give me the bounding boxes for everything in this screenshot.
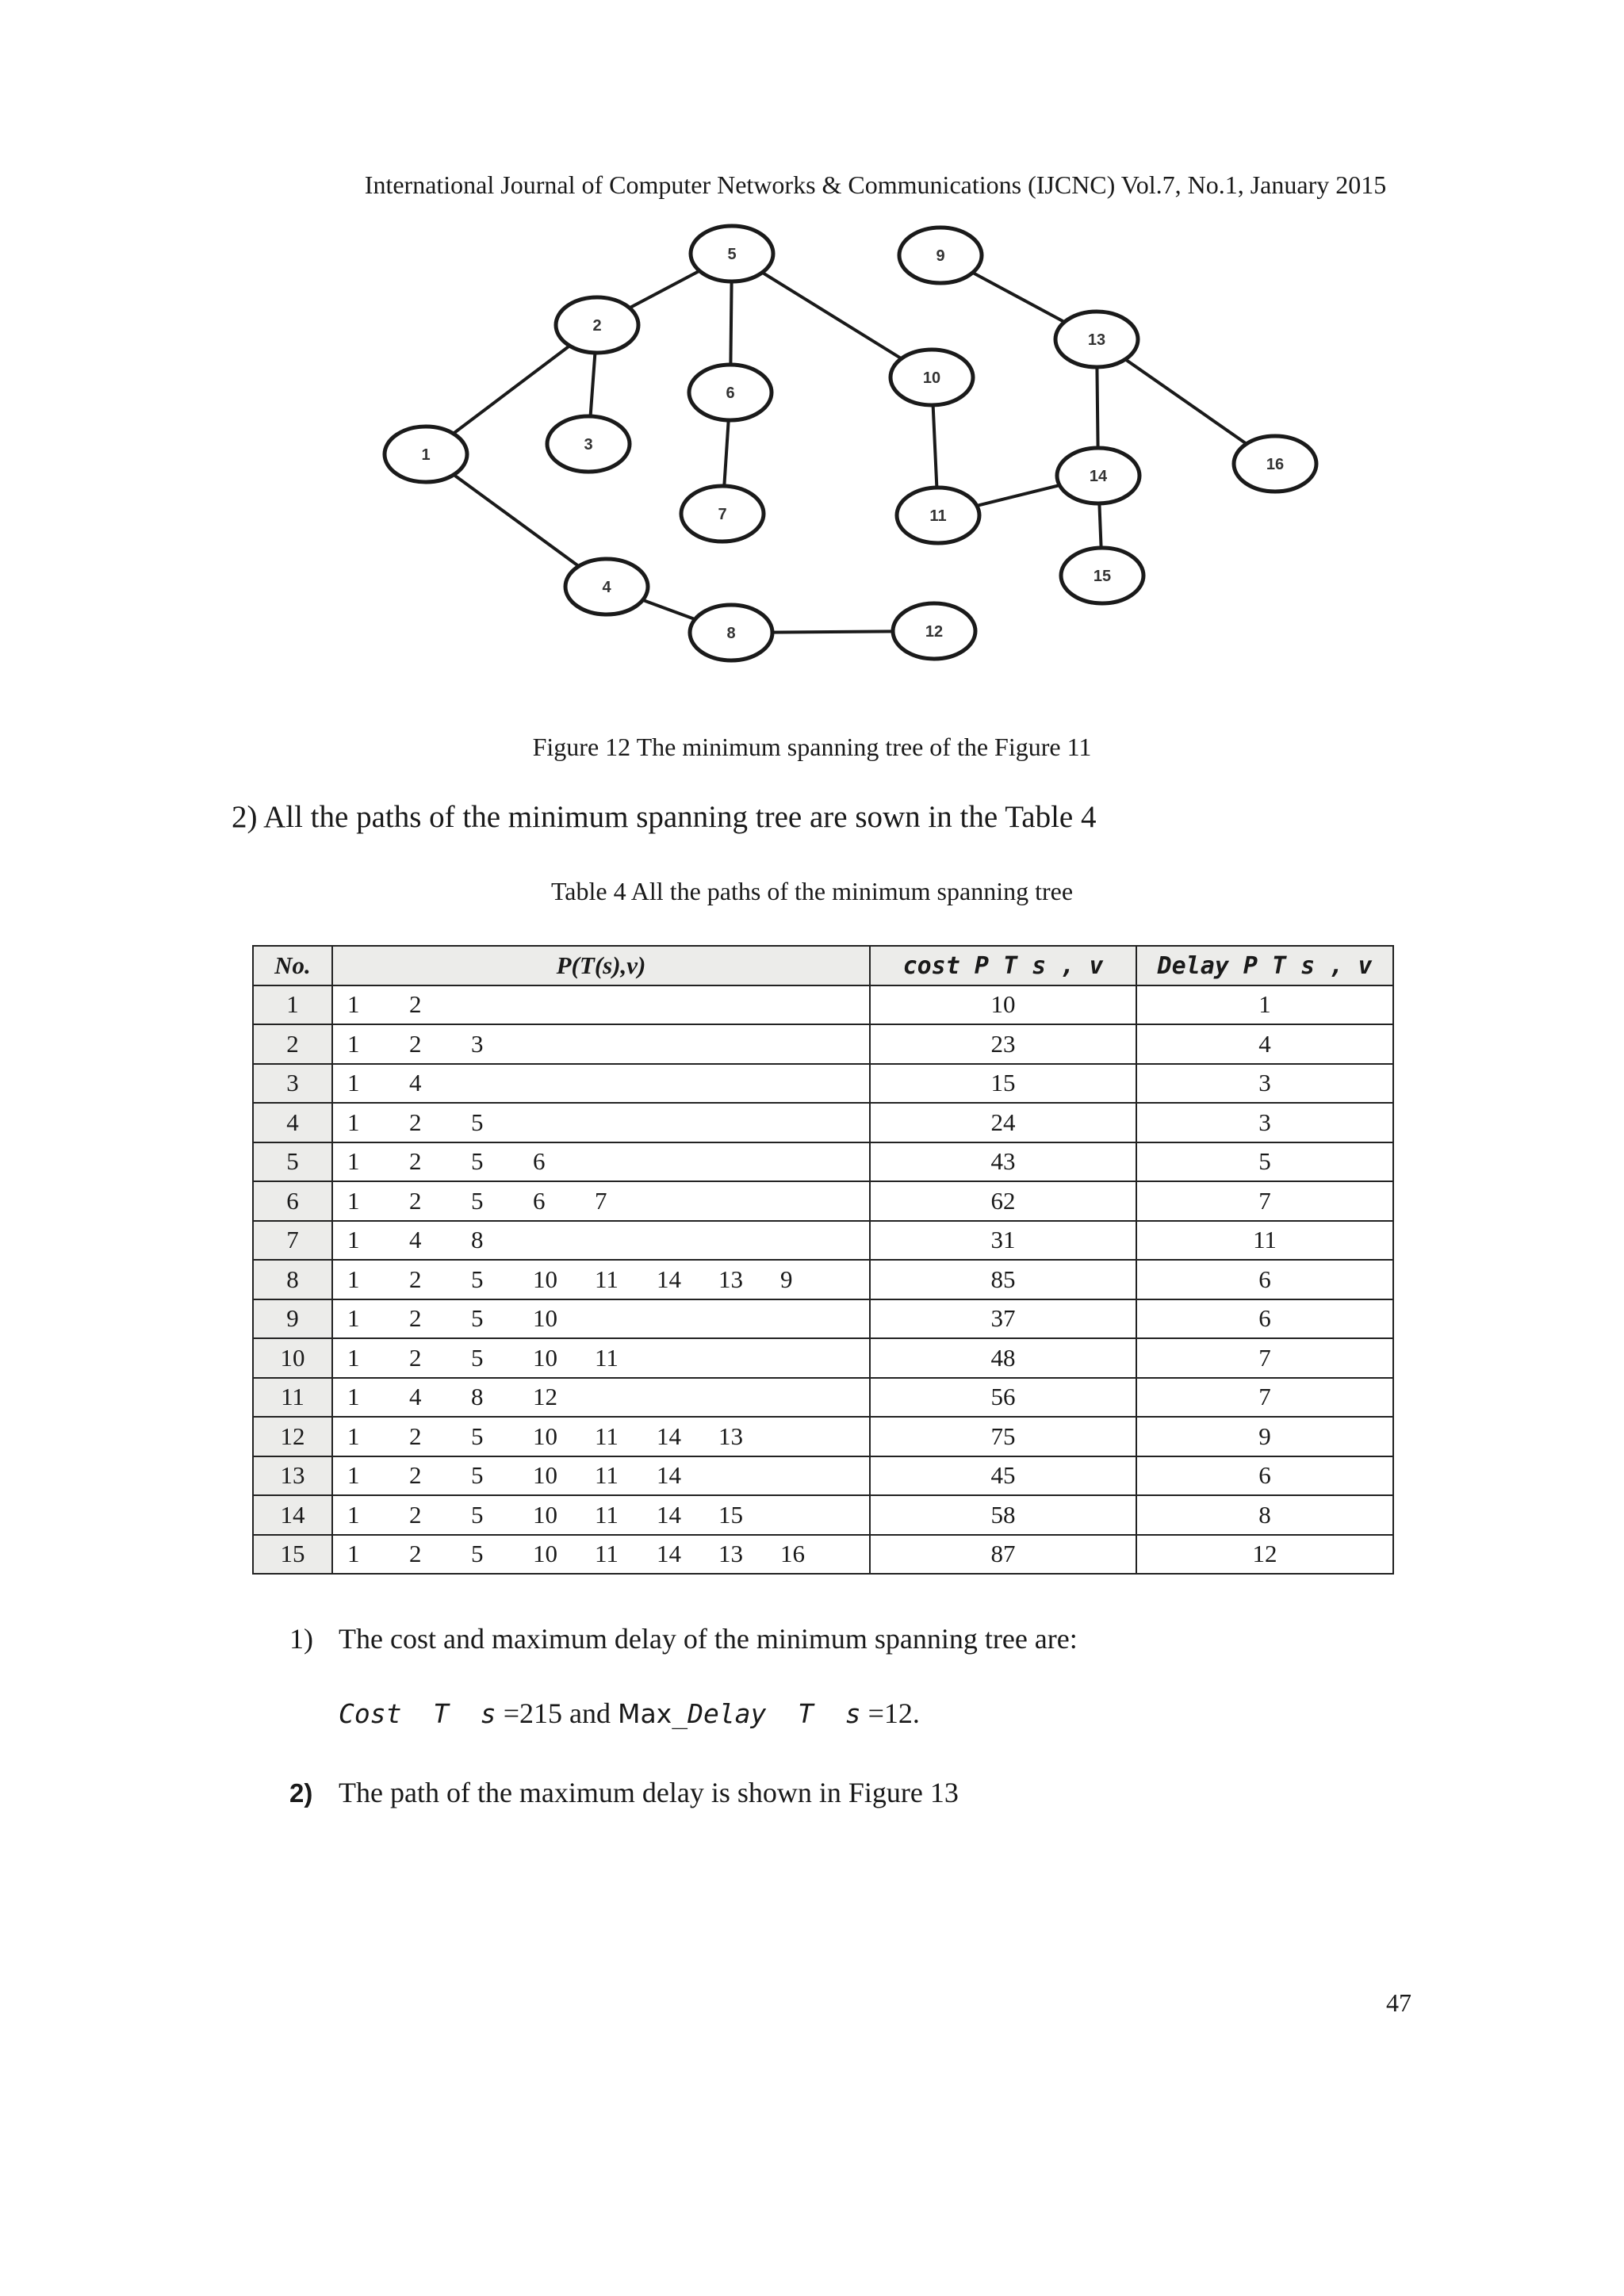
path-node: 15	[718, 1500, 743, 1529]
table-row	[253, 1260, 1393, 1299]
node-16	[1234, 436, 1316, 492]
path-node: 1	[347, 1108, 360, 1136]
row-path	[332, 1299, 870, 1339]
row-no: 8	[253, 1260, 332, 1299]
path-node: 12	[533, 1383, 557, 1411]
path-node: 14	[657, 1540, 681, 1568]
node-2	[556, 297, 638, 353]
row-cost: 45	[870, 1456, 1136, 1496]
path-node: 5	[471, 1108, 484, 1136]
node-7	[681, 486, 764, 541]
paths-table	[252, 945, 1394, 1575]
table-row	[253, 1417, 1393, 1456]
formula-max: Max	[617, 1698, 672, 1729]
path-node: 7	[595, 1186, 607, 1215]
row-path	[332, 1221, 870, 1261]
path-node: 10	[533, 1422, 557, 1450]
path-node: 5	[471, 1500, 484, 1529]
path-node: 10	[533, 1265, 557, 1293]
row-no: 6	[253, 1181, 332, 1221]
node-label: 11	[929, 507, 947, 525]
table-caption: Table 4 All the paths of the minimum spanning tree	[550, 877, 1074, 905]
node-label: 14	[1089, 468, 1108, 485]
path-node: 10	[533, 1500, 557, 1529]
path-node: 1	[347, 1069, 360, 1097]
path-node: 4	[409, 1226, 422, 1254]
table-row	[253, 1221, 1393, 1261]
path-node: 2	[409, 990, 422, 1019]
node-label: 6	[726, 385, 735, 402]
row-no: 10	[253, 1338, 332, 1378]
node-12	[893, 603, 975, 659]
path-node: 1	[347, 1147, 360, 1176]
formula-line	[339, 1697, 920, 1730]
table-row	[253, 1024, 1393, 1064]
header-cost	[870, 946, 1136, 985]
path-node: 10	[533, 1304, 557, 1333]
path-node: 11	[595, 1265, 619, 1293]
path-node: 1	[347, 1186, 360, 1215]
path-node: 11	[595, 1461, 619, 1490]
row-no: 4	[253, 1103, 332, 1142]
tree-nodes	[385, 226, 1316, 660]
node-label: 8	[726, 625, 736, 642]
table-row	[253, 1103, 1393, 1142]
node-11	[897, 488, 979, 543]
figure-caption: Figure 12 The minimum spanning tree of the Figure 11	[532, 733, 1092, 761]
table-row	[253, 1142, 1393, 1182]
path-node: 14	[657, 1265, 681, 1293]
header-path: P(T(s),v)	[332, 946, 870, 985]
row-path	[332, 1495, 870, 1535]
path-node: 5	[471, 1304, 484, 1333]
path-node: 5	[471, 1186, 484, 1215]
row-path	[332, 1535, 870, 1575]
row-no: 3	[253, 1064, 332, 1104]
path-node: 2	[409, 1147, 422, 1176]
section-item: 2) All the paths of the minimum spanning tree are sown in the Table 4	[232, 800, 1097, 834]
path-node: 14	[657, 1500, 681, 1529]
path-node: 2	[409, 1029, 422, 1058]
path-node: 2	[409, 1540, 422, 1568]
row-delay: 6	[1136, 1299, 1393, 1339]
header-delay	[1136, 946, 1393, 985]
list-item-2	[289, 1776, 959, 1809]
spanning-tree-figure	[365, 222, 1348, 674]
node-label: 16	[1266, 456, 1285, 473]
row-no: 14	[253, 1495, 332, 1535]
path-node: 11	[595, 1422, 619, 1450]
page-number: 47	[1386, 1988, 1411, 2017]
table-row	[253, 1181, 1393, 1221]
row-cost: 31	[870, 1221, 1136, 1261]
row-delay: 12	[1136, 1535, 1393, 1575]
row-cost: 87	[870, 1535, 1136, 1575]
path-node: 1	[347, 1500, 360, 1529]
node-6	[689, 365, 772, 420]
row-delay: 7	[1136, 1181, 1393, 1221]
node-label: 10	[922, 369, 941, 387]
row-path	[332, 1142, 870, 1182]
path-node: 6	[533, 1186, 546, 1215]
path-node: 14	[657, 1461, 681, 1490]
row-cost: 58	[870, 1495, 1136, 1535]
row-delay: 9	[1136, 1417, 1393, 1456]
path-node: 3	[471, 1029, 484, 1058]
path-node: 4	[409, 1069, 422, 1097]
path-node: 9	[780, 1265, 793, 1293]
row-delay: 3	[1136, 1064, 1393, 1104]
row-cost: 48	[870, 1338, 1136, 1378]
path-node: 1	[347, 1304, 360, 1333]
path-node: 16	[780, 1540, 805, 1568]
path-node: 1	[347, 1265, 360, 1293]
row-path	[332, 1181, 870, 1221]
formula-cost-label: Cost T s	[339, 1698, 496, 1729]
path-node: 11	[595, 1343, 619, 1372]
row-no: 2	[253, 1024, 332, 1064]
row-path	[332, 1024, 870, 1064]
header-no: No.	[253, 946, 332, 985]
table-row	[253, 1064, 1393, 1104]
row-delay: 6	[1136, 1260, 1393, 1299]
row-delay: 1	[1136, 985, 1393, 1025]
path-node: 11	[595, 1500, 619, 1529]
row-cost: 62	[870, 1181, 1136, 1221]
row-cost: 75	[870, 1417, 1136, 1456]
node-label: 13	[1087, 331, 1106, 349]
row-no: 5	[253, 1142, 332, 1182]
path-node: 1	[347, 1226, 360, 1254]
node-10	[891, 350, 973, 405]
table-row	[253, 1378, 1393, 1418]
path-node: 10	[533, 1540, 557, 1568]
node-13	[1055, 312, 1138, 367]
node-label: 4	[602, 579, 611, 596]
path-node: 5	[471, 1265, 484, 1293]
path-node: 10	[533, 1461, 557, 1490]
table-row	[253, 1299, 1393, 1339]
table-row	[253, 985, 1393, 1025]
path-node: 2	[409, 1186, 422, 1215]
row-path	[332, 1064, 870, 1104]
path-node: 2	[409, 1343, 422, 1372]
node-label: 2	[592, 317, 602, 335]
table-row	[253, 1495, 1393, 1535]
row-cost: 23	[870, 1024, 1136, 1064]
row-no: 13	[253, 1456, 332, 1496]
node-4	[565, 559, 648, 614]
row-delay: 7	[1136, 1378, 1393, 1418]
path-node: 2	[409, 1461, 422, 1490]
row-path	[332, 985, 870, 1025]
path-node: 5	[471, 1343, 484, 1372]
header-cost-text: cost P T s , v	[902, 951, 1104, 980]
row-cost: 43	[870, 1142, 1136, 1182]
node-label: 3	[584, 436, 593, 453]
row-delay: 3	[1136, 1103, 1393, 1142]
path-node: 6	[533, 1147, 546, 1176]
row-delay: 4	[1136, 1024, 1393, 1064]
node-label: 7	[718, 506, 727, 523]
row-cost: 85	[870, 1260, 1136, 1299]
list-item-1	[289, 1622, 1078, 1655]
path-node: 4	[409, 1383, 422, 1411]
formula-delay-label: _Delay T s	[672, 1698, 861, 1729]
node-9	[899, 228, 982, 283]
row-path	[332, 1378, 870, 1418]
path-node: 2	[409, 1422, 422, 1450]
list-marker-2: 2)	[289, 1778, 313, 1808]
path-node: 8	[471, 1226, 484, 1254]
table-body	[253, 985, 1393, 1575]
path-node: 5	[471, 1461, 484, 1490]
row-cost: 56	[870, 1378, 1136, 1418]
node-1	[385, 427, 467, 482]
path-node: 2	[409, 1108, 422, 1136]
row-path	[332, 1260, 870, 1299]
header-delay-text: Delay P T s , v	[1157, 951, 1373, 980]
node-label: 12	[925, 623, 944, 641]
path-node: 5	[471, 1147, 484, 1176]
path-node: 5	[471, 1422, 484, 1450]
row-delay: 7	[1136, 1338, 1393, 1378]
node-8	[690, 605, 772, 660]
path-node: 11	[595, 1540, 619, 1568]
row-cost: 15	[870, 1064, 1136, 1104]
row-no: 15	[253, 1535, 332, 1575]
table-row	[253, 1338, 1393, 1378]
path-node: 2	[409, 1304, 422, 1333]
node-label: 9	[936, 247, 945, 265]
row-path	[332, 1103, 870, 1142]
path-node: 10	[533, 1343, 557, 1372]
row-delay: 11	[1136, 1221, 1393, 1261]
row-no: 9	[253, 1299, 332, 1339]
path-node: 14	[657, 1422, 681, 1450]
node-label: 15	[1093, 568, 1112, 585]
path-node: 13	[718, 1540, 743, 1568]
node-15	[1061, 548, 1143, 603]
node-5	[691, 226, 773, 281]
row-delay: 5	[1136, 1142, 1393, 1182]
list-marker-1: 1)	[289, 1623, 313, 1655]
formula-cost-value: =215 and	[503, 1697, 618, 1729]
path-node: 1	[347, 1029, 360, 1058]
table-header-row	[253, 946, 1393, 985]
path-node: 1	[347, 1343, 360, 1372]
row-path	[332, 1456, 870, 1496]
row-path	[332, 1338, 870, 1378]
path-node: 2	[409, 1500, 422, 1529]
path-node: 8	[471, 1383, 484, 1411]
row-cost: 10	[870, 985, 1136, 1025]
path-node: 1	[347, 1461, 360, 1490]
path-node: 1	[347, 1540, 360, 1568]
path-node: 1	[347, 1383, 360, 1411]
list-text-1: The cost and maximum delay of the minimum spanning tree are:	[339, 1623, 1078, 1655]
row-no: 12	[253, 1417, 332, 1456]
path-node: 13	[718, 1265, 743, 1293]
node-label: 1	[421, 446, 431, 464]
path-node: 2	[409, 1265, 422, 1293]
node-14	[1057, 448, 1139, 503]
formula-delay-value: =12.	[868, 1697, 920, 1729]
node-3	[547, 416, 630, 472]
path-node: 5	[471, 1540, 484, 1568]
row-delay: 6	[1136, 1456, 1393, 1496]
row-no: 1	[253, 985, 332, 1025]
path-node: 13	[718, 1422, 743, 1450]
node-label: 5	[727, 246, 737, 263]
table-row	[253, 1535, 1393, 1575]
row-delay: 8	[1136, 1495, 1393, 1535]
row-no: 7	[253, 1221, 332, 1261]
list-text-2: The path of the maximum delay is shown in Figure 13	[339, 1777, 959, 1808]
path-node: 1	[347, 1422, 360, 1450]
row-cost: 37	[870, 1299, 1136, 1339]
running-header: International Journal of Computer Networks & Communications (IJCNC) Vol.7, No.1, January 2015	[364, 170, 1387, 199]
row-path	[332, 1417, 870, 1456]
row-no: 11	[253, 1378, 332, 1418]
row-cost: 24	[870, 1103, 1136, 1142]
path-node: 1	[347, 990, 360, 1019]
table-row	[253, 1456, 1393, 1496]
